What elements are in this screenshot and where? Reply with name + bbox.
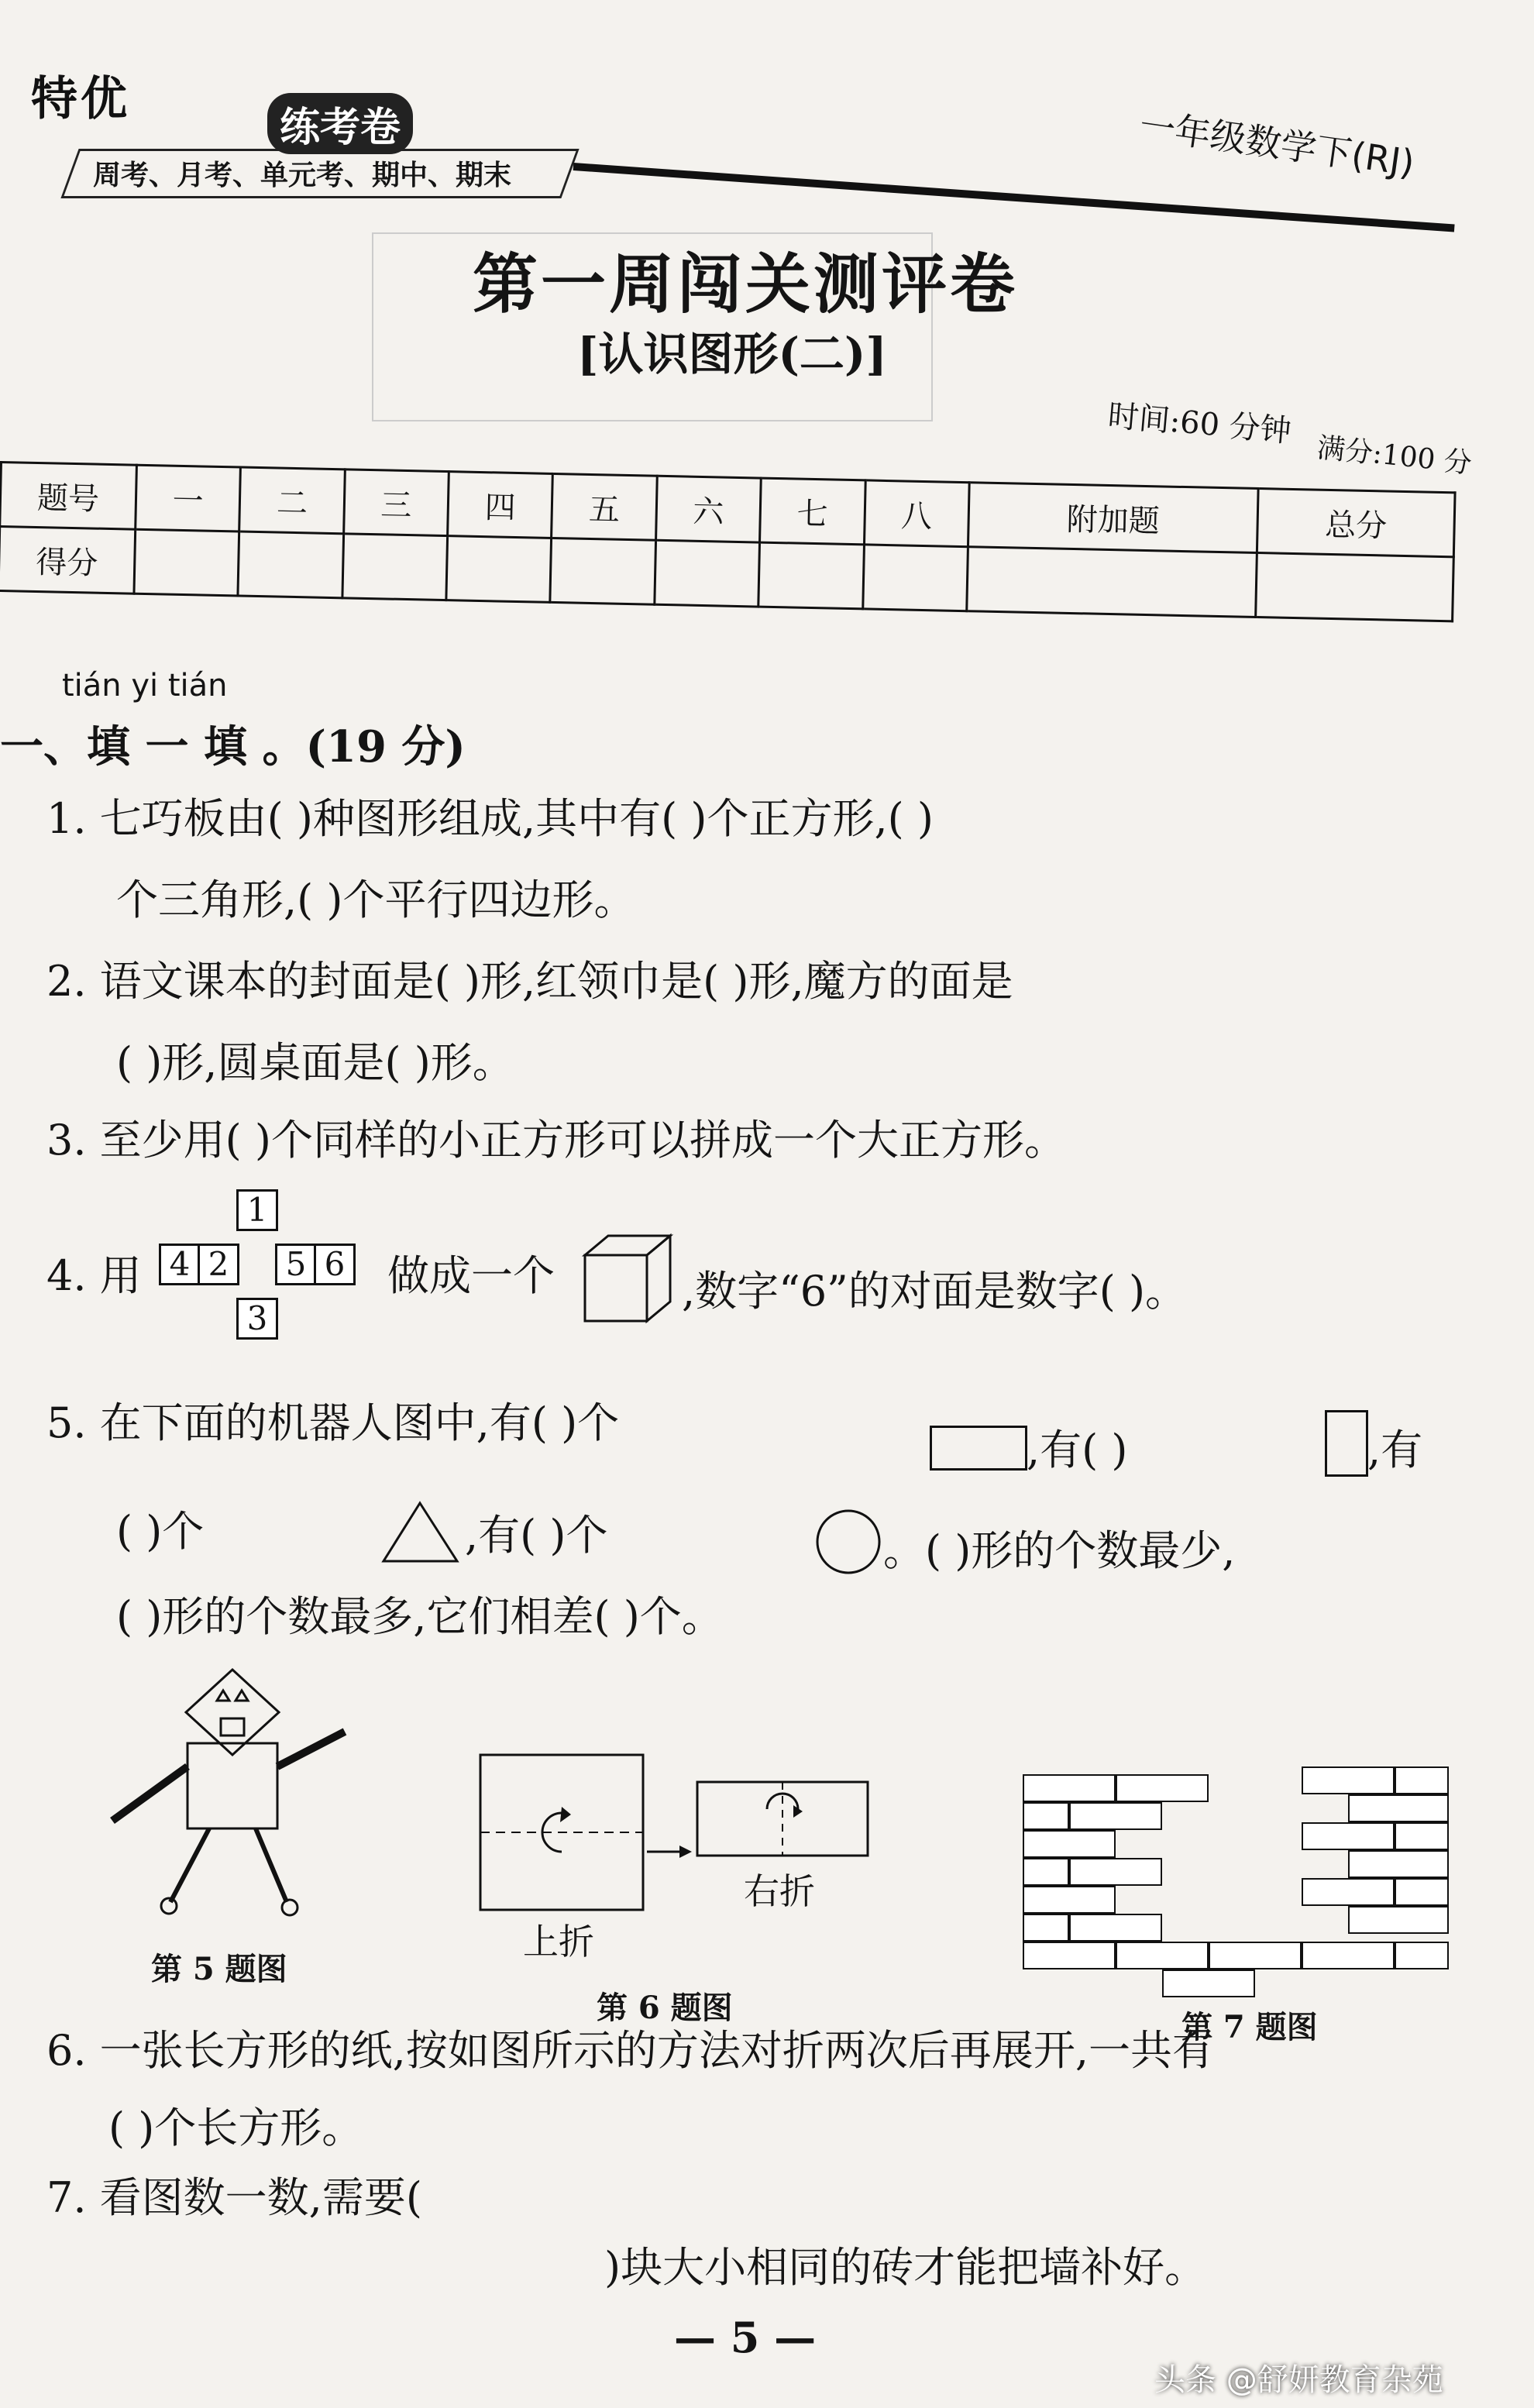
section-title: 一、填 一 填 。(19 分) [0,721,466,772]
score-table [0,461,1457,622]
question-6-line-2: ( )个长方形。 [108,2104,364,2152]
section-pinyin: tián yi tián [62,668,228,703]
cube-net-cell: 2 [198,1244,239,1285]
score-cell[interactable] [550,538,655,604]
score-cell[interactable] [446,536,552,603]
score-col: 附加题 [968,483,1258,553]
figure-6-caption: 第 6 题图 [597,1990,733,2026]
score-cell[interactable] [134,529,239,596]
score-cell[interactable] [342,534,448,600]
question-5-line-2b: ,有( )个 [465,1511,608,1560]
cube-net [159,1189,391,1360]
brand-subtitle: 周考、月考、单元考、期中、期末 [93,160,512,191]
question-5-line-2a: ( )个 [116,1507,205,1556]
figure-5-caption: 第 5 题图 [151,1951,287,1987]
question-1-line-2: 个三角形,( )个平行四边形。 [116,875,636,924]
cube-net-cell: 6 [314,1244,356,1285]
page-title: 第一周闯关测评卷 [473,246,1019,322]
cube-net-cell: 5 [275,1244,317,1285]
question-4-mid: 做成一个 [387,1251,555,1300]
fold-right-label: 右折 [744,1870,815,1912]
question-2-line-1: 2. 语文课本的封面是( )形,红领巾是( )形,魔方的面是 [46,957,1013,1006]
question-5-line-2c: 。( )形的个数最少, [883,1526,1236,1575]
question-7-line-1: 7. 看图数一数,需要( [46,2173,422,2222]
robot-figure [101,1666,364,1945]
score-cell[interactable] [655,540,760,607]
page-subtitle: [认识图形(二)] [577,328,887,380]
question-5-line-1c: ,有 [1367,1426,1423,1474]
grade-label: 一年级数学下(RJ) [1137,104,1418,184]
question-7-line-2: )块大小相同的砖才能把墙补好。 [604,2243,1207,2292]
question-5-line-1a: 5. 在下面的机器人图中,有( )个 [46,1398,620,1447]
cube-net-cell: 3 [236,1298,278,1340]
score-cell[interactable] [862,545,968,611]
score-col: 三 [343,470,449,536]
question-5-line-3: ( )形的个数最多,它们相差( )个。 [116,1592,724,1641]
question-5-line-1b: ,有( ) [1027,1426,1128,1474]
full-score: 满分:100 分 [1316,432,1474,480]
score-table-row1-header: 题号 [0,463,136,530]
score-table-row2-header: 得分 [0,527,136,594]
cube-net-cell: 4 [159,1244,201,1285]
score-col: 八 [864,480,969,547]
score-cell[interactable] [967,547,1257,617]
score-col: 六 [655,476,761,542]
circle-shape-icon [813,1507,883,1577]
time-limit: 时间:60 分钟 [1106,397,1293,450]
brand-logo: 特优 [31,72,130,126]
score-cell[interactable] [1256,553,1454,621]
cube-net-cell: 1 [236,1189,278,1231]
score-col: 一 [136,465,241,531]
page-number: — 5 — [674,2313,817,2362]
score-col: 五 [552,473,657,540]
question-4-suffix: ,数字“6”的对面是数字( )。 [682,1267,1188,1316]
score-cell[interactable] [238,531,343,598]
question-1-line-1: 1. 七巧板由( )种图形组成,其中有( )个正方形,( ) [46,794,934,843]
question-4-prefix: 4. 用 [46,1251,142,1300]
paper-fold-figure [476,1751,879,1929]
score-cell[interactable] [758,542,864,609]
score-col: 二 [239,467,345,534]
brand-tag: 练考卷 [267,93,413,154]
brick-wall-figure [1023,1766,1457,1999]
cube-icon [577,1232,678,1325]
question-3: 3. 至少用( )个同样的小正方形可以拼成一个大正方形。 [46,1116,1066,1164]
score-col: 四 [448,472,553,538]
question-6-line-1: 6. 一张长方形的纸,按如图所示的方法对折两次后再展开,一共有 [46,2026,1215,2075]
question-2-line-2: ( )形,圆桌面是( )形。 [116,1038,514,1087]
score-col: 总分 [1257,489,1455,557]
rectangle-shape-icon [930,1426,1027,1471]
fold-up-label: 上折 [523,1921,594,1963]
square-shape-icon [1325,1410,1368,1477]
figure-7-caption: 第 7 题图 [1181,2009,1318,2045]
watermark: 头条 @舒妍教育杂苑 [1154,2362,1443,2398]
score-col: 七 [760,478,865,545]
triangle-shape-icon [380,1499,461,1565]
